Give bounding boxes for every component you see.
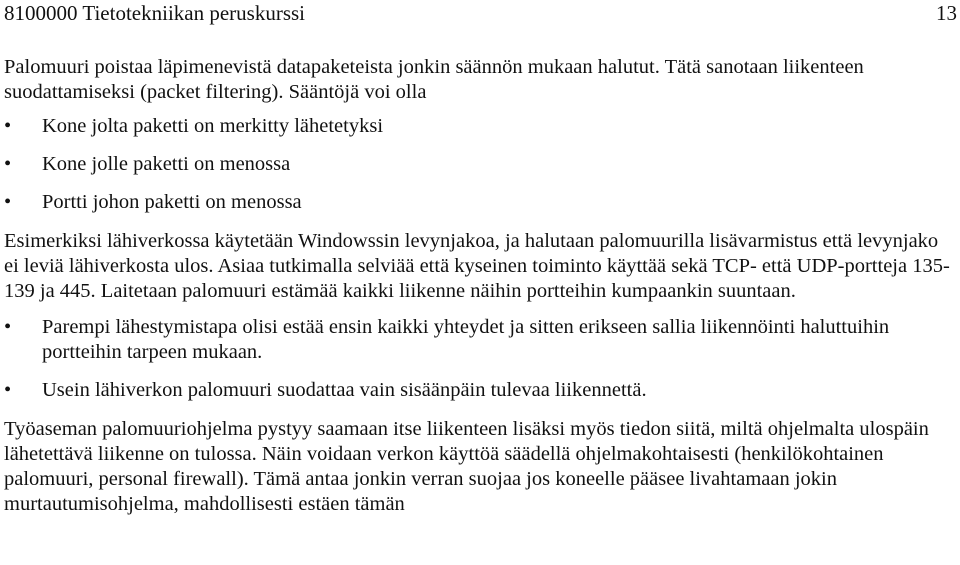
list-item xyxy=(4,378,952,403)
list-item xyxy=(4,114,952,139)
list-item-text: Portti johon paketti on menossa xyxy=(42,191,302,213)
page-number: 13 xyxy=(936,1,957,25)
list-item xyxy=(4,152,952,177)
example-paragraph: Esimerkiksi lähiverkossa käytetään Windowssin levynjakoa, ja halutaan palomuurilla lisävarmistus että levynjako ei leviä lähiverkosta ulos. Asiaa tutkimalla selviää että kyseinen toiminto käyttää sekä TCP- että UDP-portteja 135-139 ja 445. Laitetaan palomuuri estämää kaikki liikenne näihin portteihin kumpaankin suuntaan. xyxy=(4,230,950,302)
list-item-text: Kone jolle paketti on menossa xyxy=(42,153,291,175)
rules-list xyxy=(4,114,952,215)
intro-paragraph: Palomuuri poistaa läpimenevistä datapaketeista jonkin säännön mukaan halutut. Tätä sanotaan liikenteen suodattamiseksi (packet filtering). Sääntöjä voi olla xyxy=(4,56,864,103)
list-item-text: Parempi lähestymistapa olisi estää ensin kaikki yhteydet ja sitten erikseen sallia liikennöinti haluttuihin portteihin tarpeen mukaan. xyxy=(42,316,890,363)
bullet-icon: • xyxy=(4,115,12,137)
list-item-text: Kone jolta paketti on merkitty lähetetyksi xyxy=(42,115,384,137)
page-body xyxy=(4,55,952,517)
list-item-text: Usein lähiverkon palomuuri suodattaa vain sisäänpäin tulevaa liikennettä. xyxy=(42,379,647,401)
bullet-icon: • xyxy=(4,191,12,213)
bullet-icon: • xyxy=(4,316,12,338)
course-title: 8100000 Tietotekniikan peruskurssi xyxy=(4,1,306,25)
page-header xyxy=(4,0,960,30)
list-item xyxy=(4,315,952,365)
bullet-icon: • xyxy=(4,153,12,175)
workstation-paragraph: Työaseman palomuuriohjelma pystyy saamaan itse liikenteen lisäksi myös tiedon siitä, miltä ohjelmalta ulospäin lähetettävä liikenne on tulossa. Näin voidaan verkon käyttöä säädellä ohjelmakohtaisesti (henkilökohtainen palomuuri, personal firewall). Tämä antaa jonkin verran suojaa jos koneelle pääsee livahtamaan jokin murtautumisohjelma, mahdollisesti estäen tämän xyxy=(4,418,929,515)
notes-list xyxy=(4,315,952,403)
bullet-icon: • xyxy=(4,379,12,401)
list-item xyxy=(4,190,952,215)
